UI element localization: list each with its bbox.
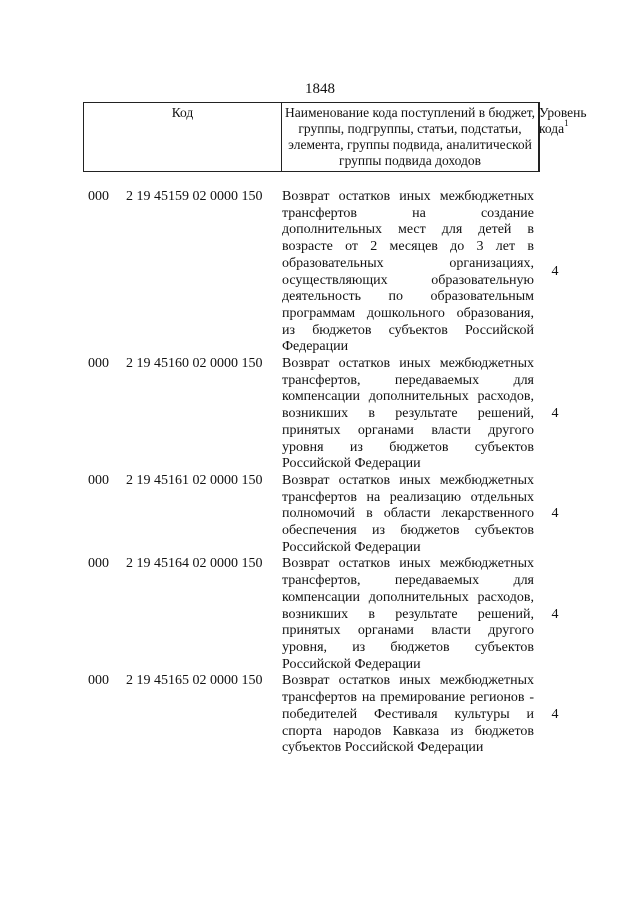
row-code: 2 19 45164 02 0000 150 (126, 556, 263, 572)
header-level-footnote: 1 (564, 117, 569, 128)
row-level: 4 (551, 406, 559, 422)
table-row (88, 473, 588, 557)
row-level: 4 (551, 506, 559, 522)
row-code: 2 19 45160 02 0000 150 (126, 356, 263, 372)
table-row (88, 673, 588, 757)
row-level: 4 (551, 606, 559, 622)
entries-list (88, 189, 588, 757)
row-description: Возврат остатков иных межбюджетных трансфертов на премирование регионов - победителей Фестиваля культуры и спорта народов Кавказа из бюджетов субъектов Российской Федерации (282, 673, 534, 756)
header-name-label: Наименование кода поступлений в бюджет, группы, подгруппы, статьи, подстатьи, элемента, группы подвида, аналитической группы подвида доходов (284, 105, 535, 168)
table-header (83, 102, 587, 172)
header-code-label: Код (171, 105, 194, 120)
row-description: Возврат остатков иных межбюджетных трансфертов, передаваемых для компенсации дополнительных расходов, возникших в результате решений, принятых органами власти другого уровня из бюджетов субъектов Российской Федерации (282, 356, 534, 472)
row-level: 4 (551, 706, 559, 722)
header-code-cell (84, 103, 282, 172)
row-admin-code: 000 (88, 673, 109, 689)
row-description: Возврат остатков иных межбюджетных трансфертов, передаваемых для компенсации дополнительных расходов, возникших в результате решений, принятых органами власти другого уровня, из бюджетов субъектов Российской Федерации (282, 556, 534, 672)
header-level-label: Уровень кода (539, 105, 587, 136)
row-admin-code: 000 (88, 556, 109, 572)
row-code: 2 19 45161 02 0000 150 (126, 472, 263, 488)
row-level: 4 (551, 264, 559, 280)
page-number: 1848 (305, 81, 335, 97)
row-admin-code: 000 (88, 472, 109, 488)
row-code: 2 19 45159 02 0000 150 (126, 189, 263, 204)
table-row (88, 189, 588, 356)
row-description: Возврат остатков иных межбюджетных трансфертов на создание дополнительных мест для детей в возрасте от 2 месяцев до 3 лет в образовательных организациях, осуществляющих образовательную деятельность по образовательным программам дошкольного образования, из бюджетов субъектов Российской Федерации (282, 189, 534, 355)
row-description: Возврат остатков иных межбюджетных трансфертов на реализацию отдельных полномочий в области лекарственного обеспечения из бюджетов субъектов Российской Федерации (282, 472, 534, 555)
row-admin-code: 000 (88, 356, 109, 372)
row-admin-code: 000 (88, 189, 109, 204)
header-level-cell (539, 103, 587, 172)
header-name-cell (282, 103, 539, 172)
table-row (88, 356, 588, 473)
row-code: 2 19 45165 02 0000 150 (126, 673, 263, 689)
table-row (88, 556, 588, 673)
